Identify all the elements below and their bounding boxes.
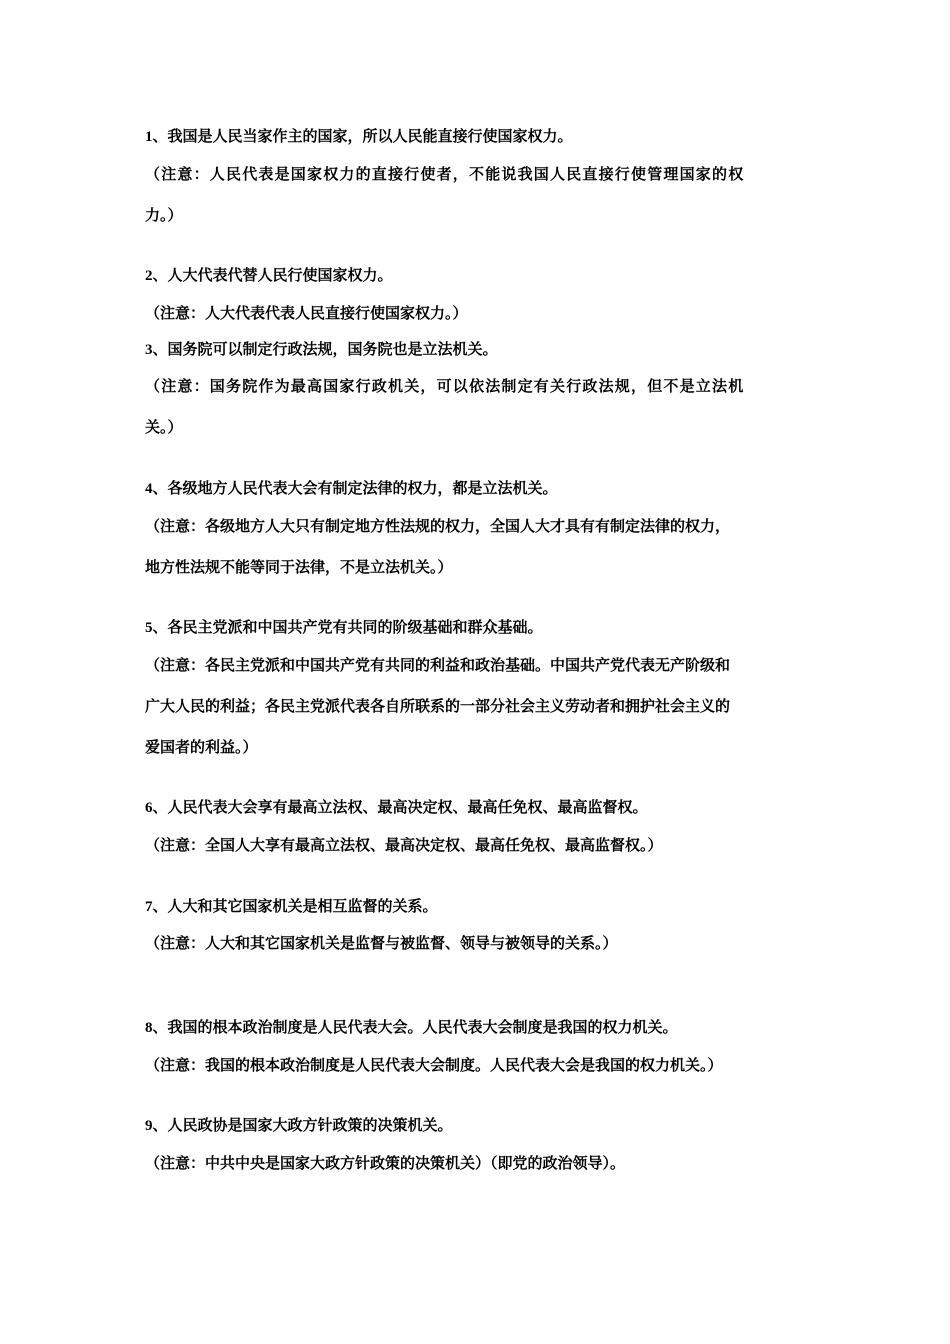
note-1-line-1: （注意：人民代表是国家权力的直接行使者，不能说我国人民直接行使管理国家的权 — [145, 165, 745, 183]
item-number: 6 — [145, 800, 153, 816]
statement-text: 、人民政协是国家大政方针政策的决策机关。 — [152, 1116, 453, 1134]
item-number: 2 — [145, 268, 153, 284]
statement-text: 、我国是人民当家作主的国家，所以人民能直接行使国家权力。 — [152, 127, 573, 145]
note-5-line-2: 广大人民的利益；各民主党派代表各自所联系的一部分社会主义劳动者和拥护社会主义的 — [145, 697, 731, 715]
statement-4 — [145, 478, 558, 499]
item-number: 8 — [145, 1020, 153, 1036]
note-8-line-1: （注意：我国的根本政治制度是人民代表大会制度。人民代表大会是我国的权力机关。） — [145, 1056, 723, 1074]
item-number: 1 — [145, 129, 153, 145]
note-5-line-3: 爱国者的利益。） — [145, 738, 258, 756]
note-2-line-1: （注意：人大代表代表人民直接行使国家权力。） — [145, 304, 468, 322]
statement-3 — [145, 339, 498, 360]
note-3-line-1: （注意：国务院作为最高国家行政机关，可以依法制定有关行政法规，但不是立法机 — [145, 377, 745, 395]
statement-text: 、人大和其它国家机关是相互监督的关系。 — [152, 897, 438, 915]
statement-5 — [145, 617, 543, 638]
note-7-line-1: （注意：人大和其它国家机关是监督与被监督、领导与被领导的关系。） — [145, 934, 618, 952]
note-5-line-1: （注意：各民主党派和中国共产党有共同的利益和政治基础。中国共产党代表无产阶级和 — [145, 656, 731, 674]
statement-9 — [145, 1115, 453, 1136]
statement-1 — [145, 126, 573, 147]
statement-text: 、人民代表大会享有最高立法权、最高决定权、最高任免权、最高监督权。 — [152, 798, 648, 816]
item-number: 4 — [145, 481, 153, 497]
statement-7 — [145, 896, 438, 917]
note-4-line-1: （注意：各级地方人大只有制定地方性法规的权力，全国人大才具有有制定法律的权力， — [145, 517, 731, 535]
statement-text: 、国务院可以制定行政法规，国务院也是立法机关。 — [152, 340, 498, 358]
statement-text: 、人大代表代替人民行使国家权力。 — [152, 266, 393, 284]
statement-2 — [145, 265, 393, 286]
item-number: 7 — [145, 899, 153, 915]
item-number: 5 — [145, 620, 153, 636]
item-number: 9 — [145, 1118, 153, 1134]
statement-text: 、我国的根本政治制度是人民代表大会。人民代表大会制度是我国的权力机关。 — [152, 1018, 678, 1036]
statement-6 — [145, 797, 648, 818]
statement-8 — [145, 1017, 678, 1038]
note-1-line-2: 力。） — [145, 206, 183, 224]
note-9-line-1: （注意：中共中央是国家大政方针政策的决策机关）（即党的政治领导）。 — [145, 1154, 626, 1172]
item-number: 3 — [145, 342, 153, 358]
statement-text: 、各级地方人民代表大会有制定法律的权力，都是立法机关。 — [152, 479, 558, 497]
note-3-line-2: 关。） — [145, 418, 183, 436]
note-6-line-1: （注意：全国人大享有最高立法权、最高决定权、最高任免权、最高监督权。） — [145, 836, 663, 854]
statement-text: 、各民主党派和中国共产党有共同的阶级基础和群众基础。 — [152, 618, 543, 636]
note-4-line-2: 地方性法规不能等同于法律，不是立法机关。） — [145, 558, 453, 576]
